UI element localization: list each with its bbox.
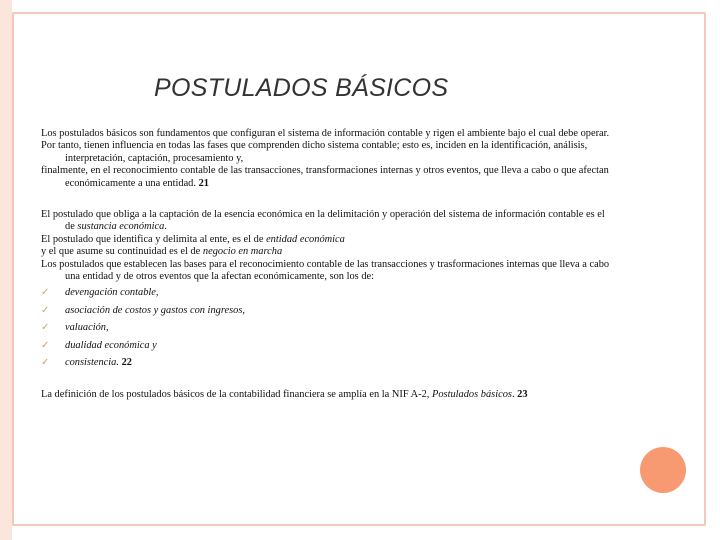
reference-number: 23 <box>517 388 528 400</box>
checkmark-icon: ✓ <box>41 357 50 369</box>
spacer <box>41 375 613 389</box>
term-negocio-en-marcha: negocio en marcha <box>202 246 283 258</box>
decorative-circle <box>640 447 686 493</box>
list-item-label: valuación, <box>65 322 109 334</box>
paragraph-recognition-text: finalmente, en el reconocimiento contable de las transacciones, transformaciones internas y otros eventos, que lleva a cabo o que afectan económicamente a una entidad. <box>41 165 609 189</box>
term-entidad-economica: entidad económica <box>266 233 345 245</box>
left-decorative-stripe <box>0 0 12 540</box>
paragraph-influence: Por tanto, tienen influencia en todas las fases que comprenden dicho sistema contable; esto es, inciden en la identificación, análisis, interpretación, captación, procesamiento y, <box>41 140 588 164</box>
paragraph-entidad-text: El postulado que identifica y delimita al ente, es el de <box>41 233 267 245</box>
list-item <box>41 322 613 334</box>
paragraph-negocio-text: y el que asume su continuidad es el de <box>41 246 203 258</box>
paragraph-sustancia-end: . <box>164 221 167 233</box>
paragraph-entidad <box>41 234 613 246</box>
checkmark-icon: ✓ <box>41 322 50 334</box>
list-item-label: devengación contable, <box>65 287 159 299</box>
paragraph-intro: Los postulados básicos son fundamentos que configuran el sistema de información contable y rigen el ambiente bajo el cual debe operar. <box>41 128 610 139</box>
term-postulados-basicos: Postulados básicos <box>431 388 512 400</box>
list-item <box>41 287 613 299</box>
checkmark-icon: ✓ <box>41 287 50 299</box>
paragraph-negocio <box>41 246 613 258</box>
list-item <box>41 305 613 317</box>
list-item <box>41 357 613 369</box>
paragraph-bases: Los postulados que establecen las bases para el reconocimiento contable de las transacciones y trasformaciones internas que lleva a cabo una entidad y de otros eventos que la afectan económicamente, son los de: <box>41 258 610 283</box>
list-item-label: dualidad económica y <box>65 339 157 351</box>
paragraph-nif-end: . <box>511 388 518 400</box>
paragraph-sustancia <box>41 209 613 234</box>
checkmark-icon: ✓ <box>41 339 50 351</box>
spacer <box>41 190 613 209</box>
list-item-label: asociación de costos y gastos con ingresos, <box>65 304 245 316</box>
paragraph-recognition <box>41 165 613 190</box>
reference-number: 22 <box>121 357 132 369</box>
paragraph-nif-text: La definición de los postulados básicos de la contabilidad financiera se amplía en la NIF A-2, <box>41 388 432 400</box>
term-sustancia-economica: sustancia económica <box>77 221 165 233</box>
list-item <box>41 340 613 352</box>
slide-content <box>41 128 613 401</box>
paragraph-sustancia-text: El postulado que obliga a la captación de la esencia económica en la delimitación y operación del sistema de información contable es el de <box>41 209 605 233</box>
checkmark-icon: ✓ <box>41 304 50 316</box>
list-item-label: consistencia. <box>65 357 119 369</box>
paragraph-nif <box>41 389 613 401</box>
postulados-checklist <box>41 287 613 369</box>
reference-number: 21 <box>198 177 209 189</box>
slide-title: POSTULADOS BÁSICOS <box>154 74 449 102</box>
